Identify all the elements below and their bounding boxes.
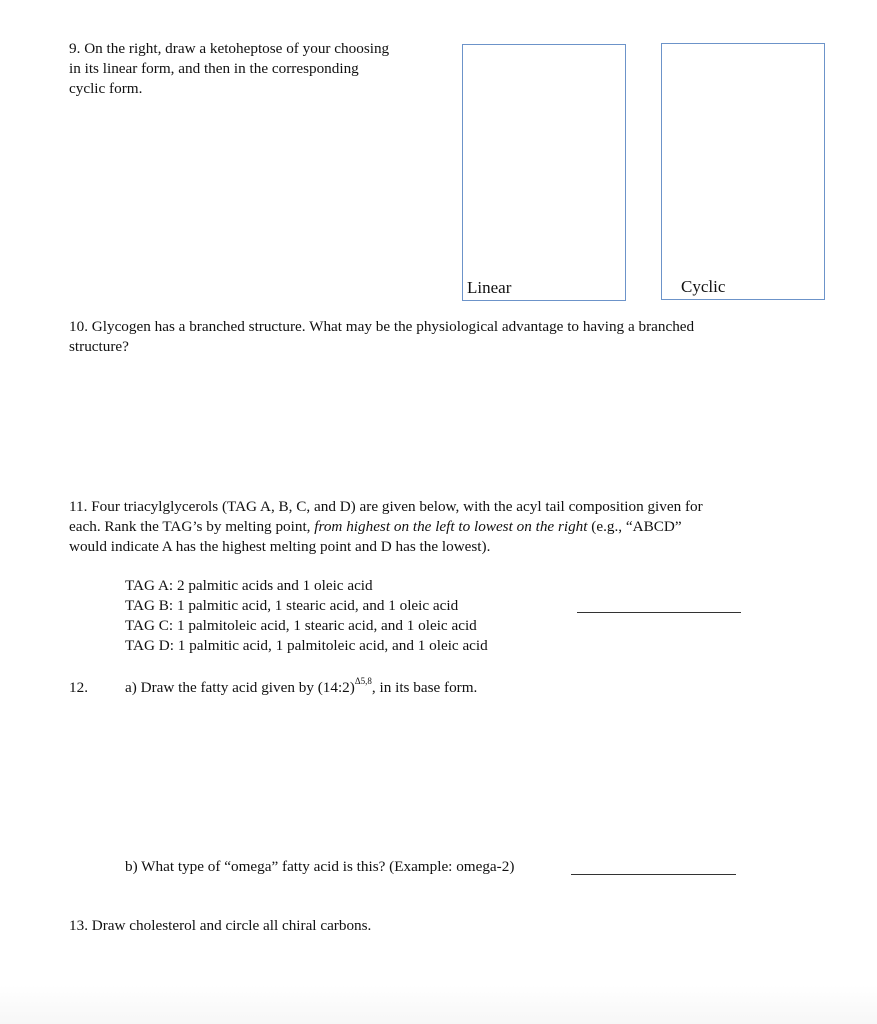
- question-10-line-1: 10. Glycogen has a branched structure. What may be the physiological advantage to having a branched: [69, 318, 695, 335]
- cyclic-drawing-box[interactable]: [661, 43, 825, 300]
- question-9-line-3: cyclic form.: [69, 80, 143, 97]
- tag-c-item: TAG C: 1 palmitoleic acid, 1 stearic acid, and 1 oleic acid: [125, 617, 477, 634]
- question-11-line-3: would indicate A has the highest melting point and D has the lowest).: [69, 538, 491, 555]
- question-9: [69, 39, 449, 99]
- question-11-emphasis: from highest on the left to lowest on the right: [314, 518, 588, 535]
- question-9-line-1: 9. On the right, draw a ketoheptose of your choosing: [69, 40, 390, 57]
- cyclic-box-label: Cyclic: [681, 277, 726, 296]
- linear-box-label: Linear: [467, 278, 512, 297]
- question-12-number: 12.: [69, 679, 88, 696]
- question-12-part-a: a) Draw the fatty acid given by (14:2)$^{\Delta 5,8}$, in its base form.: [125, 675, 478, 696]
- question-12-part-b: b) What type of “omega” fatty acid is this? (Example: omega-2): [125, 858, 515, 875]
- linear-drawing-box[interactable]: [462, 44, 626, 301]
- question-13-number: 13.: [69, 917, 88, 934]
- question-10-line-2: structure?: [69, 338, 129, 355]
- question-10: [69, 317, 809, 357]
- question-9-line-2: in its linear form, and then in the corresponding: [69, 60, 359, 77]
- question-11-line-2: each. Rank the TAG’s by melting point, from highest on the left to lowest on the right (e.g., “ABCD”: [69, 518, 682, 535]
- question-11-number: 11.: [69, 498, 88, 515]
- tag-a-item: TAG A: 2 palmitic acids and 1 oleic acid: [125, 577, 373, 594]
- question-11: [69, 497, 829, 557]
- tag-composition-list: [125, 576, 488, 656]
- question-9-number: 9.: [69, 40, 81, 57]
- tag-ranking-answer-line[interactable]: [577, 612, 741, 613]
- question-11-line-1: 11. Four triacylglycerols (TAG A, B, C, and D) are given below, with the acyl tail composition given for: [69, 498, 703, 515]
- question-10-number: 10.: [69, 318, 88, 335]
- tag-b-item: TAG B: 1 palmitic acid, 1 stearic acid, and 1 oleic acid: [125, 597, 459, 614]
- tag-d-item: TAG D: 1 palmitic acid, 1 palmitoleic acid, and 1 oleic acid: [125, 637, 488, 654]
- delta-superscript: Δ5,8: [354, 675, 372, 686]
- question-13: 13. Draw cholesterol and circle all chiral carbons.: [69, 917, 372, 934]
- omega-type-answer-line[interactable]: [571, 874, 736, 875]
